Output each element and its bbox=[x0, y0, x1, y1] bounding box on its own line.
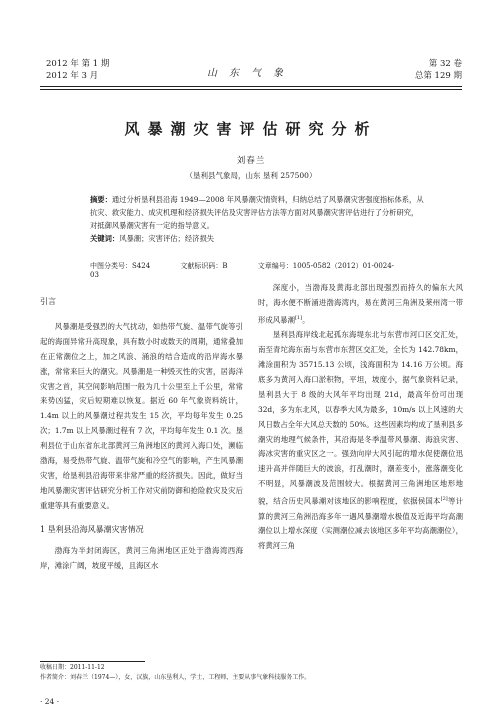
abstract-label: 摘要： bbox=[90, 195, 112, 204]
right-paragraph-1-text: 深度小，当渤海及黄海北部出现强烈而持久的偏东大风时，海水便不断涌进渤海湾内，易在黄河三角洲及莱州湾一带形成风暴潮 bbox=[258, 283, 463, 325]
keywords-text: 风暴潮；灾害评估；经济损失 bbox=[119, 234, 215, 243]
header-rule-thin bbox=[40, 89, 462, 90]
header-total-line: 总第 129 期 bbox=[414, 71, 462, 81]
header-volume bbox=[415, 58, 462, 82]
right-paragraph-2 bbox=[258, 328, 463, 554]
section-1-paragraph: 渤海为半封闭海区，黄河三角洲地区正处于渤海湾西海岸，滩涂广阔，坡度平缓，且海区水 bbox=[40, 545, 243, 570]
right-paragraph-2-end: 等计算的黄河三角洲沿海多年一遇风暴潮增水极值及近海平均高潮潮位以上增水深度（实测潮位减去该地区多年平均高潮潮位），将黄河三角 bbox=[258, 496, 463, 551]
paper-title: 风暴潮灾害评估研究分析 bbox=[124, 120, 378, 138]
reference-1: [1] bbox=[294, 314, 303, 321]
reference-2: [2] bbox=[440, 496, 448, 503]
header-rule-thick bbox=[40, 86, 462, 87]
abstract-text: 通过分析垦利县沿海 1949—2008 年风暴潮灾情资料，归纳总结了风暴潮灾害强度指标体系，从抗灾、救灾能力、成灾机理和经济损失评估及灾害评估方法等方面对风暴潮灾害评估进行了分析研究，对抵御风暴潮灾害有一定的指导意义。 bbox=[90, 195, 424, 230]
clc-number: 中图分类号：S424 bbox=[90, 262, 151, 270]
author-affiliation: （垦利县气象局，山东 垦利 257500） bbox=[185, 171, 317, 180]
keywords bbox=[90, 232, 425, 245]
header-issue-line: 2012 年 第 1 期 bbox=[46, 59, 110, 69]
keywords-label: 关键词： bbox=[90, 234, 120, 243]
intro-paragraph: 风暴潮是受强烈的大气扰动，如热带气旋、温带气旋等引起的海面异常升高现象，具有数小时或数天的周期，通常叠加在正常潮位之上，加之风浪、涌浪的结合造成的沿岸海水暴涨，常常来巨大的潮灾。风暴潮是一种毁灭性的灾害，居海洋灾害之首，其空间影响范围一般为几十公里至上千公里，常常来势凶猛，灾后短期难以恢复。据近 60 年气象资料统计，1.4m 以上的风暴潮过程共发生 15 次，平均每年发生 0.25 次；1.7m 以上风暴潮过程有 7 次，平均每年发生 0.1 次。垦利县位于山东省东北部黄河三角洲地区的黄河入海口处，濒临渤海，易受热带气旋、温带气旋和冷空气的影响，产生风暴潮灾害，给垦利县沿海带来非常严重的经济损失。因此，做好当地风暴潮灾害评估研究分析工作对灾前防御和抢险救灾及灾后重建等具有重要意义。 bbox=[40, 321, 243, 510]
classification-meta bbox=[90, 261, 430, 279]
section-1-heading: 1 垦利县沿海风暴潮灾害情况 bbox=[40, 524, 144, 534]
author-bio: 作者简介：刘春兰（1974—），女，汉族，山东垦利人，学士，工程师，主要从事气象科技服务工作。 bbox=[40, 674, 311, 681]
header-volume-line: 第 32 卷 bbox=[428, 59, 462, 69]
document-code: 文献标识码：B bbox=[180, 262, 228, 270]
article-number: 文章编号：1005-0582（2012）01-0024-03 bbox=[90, 262, 395, 279]
author-name: 刘春兰 bbox=[236, 156, 266, 166]
page-number: · 24 · bbox=[40, 697, 60, 706]
right-paragraph-1-end: 。 bbox=[302, 315, 310, 325]
journal-name: 山东气象 bbox=[207, 68, 295, 79]
right-column bbox=[258, 281, 463, 554]
abstract bbox=[90, 193, 425, 232]
left-column bbox=[40, 281, 243, 573]
right-paragraph-2-text: 垦利县海岸线北起孤东海堤东北与东营市河口区交汇处，南至青坨海东南与东营市东营区交汇处，全长为 142.78km，滩涂面积为 35715.13 公顷，浅海面积为 14.16 万公顷。海底多为黄河入海口淤积物，平坦，坡度小，据气象资料记录，垦利县大于 8 级的大风年平均出现 21d，最高年份可出现 32d，多为东北风，以春季大风为最多，10m/s 以上风速的大风日数占全年大风总天数的 50%。这些因素均构成了垦利县多潮灾的地理气候条件，其沿海是冬季温带风暴潮、海浪灾害、海冰灾害的重灾区之一。强劲向岸大风引起的增水促使潮位迅速升高并伴随巨大的波浪，打乱潮时，潮差变小，涨落潮变化不明显，风暴潮波及范围较大。根据黄河三角洲地区地形地貌，结合历史风暴潮对该地区的影响程度，依据侯国本 bbox=[258, 330, 463, 506]
footnote-rule bbox=[40, 661, 145, 662]
header-date-line: 2012 年 3 月 bbox=[46, 71, 99, 81]
intro-heading: 引言 bbox=[40, 297, 56, 306]
right-paragraph-1 bbox=[258, 281, 463, 328]
abstract-block bbox=[90, 193, 425, 245]
received-date: 收稿日期：2011-11-12 bbox=[40, 664, 105, 671]
